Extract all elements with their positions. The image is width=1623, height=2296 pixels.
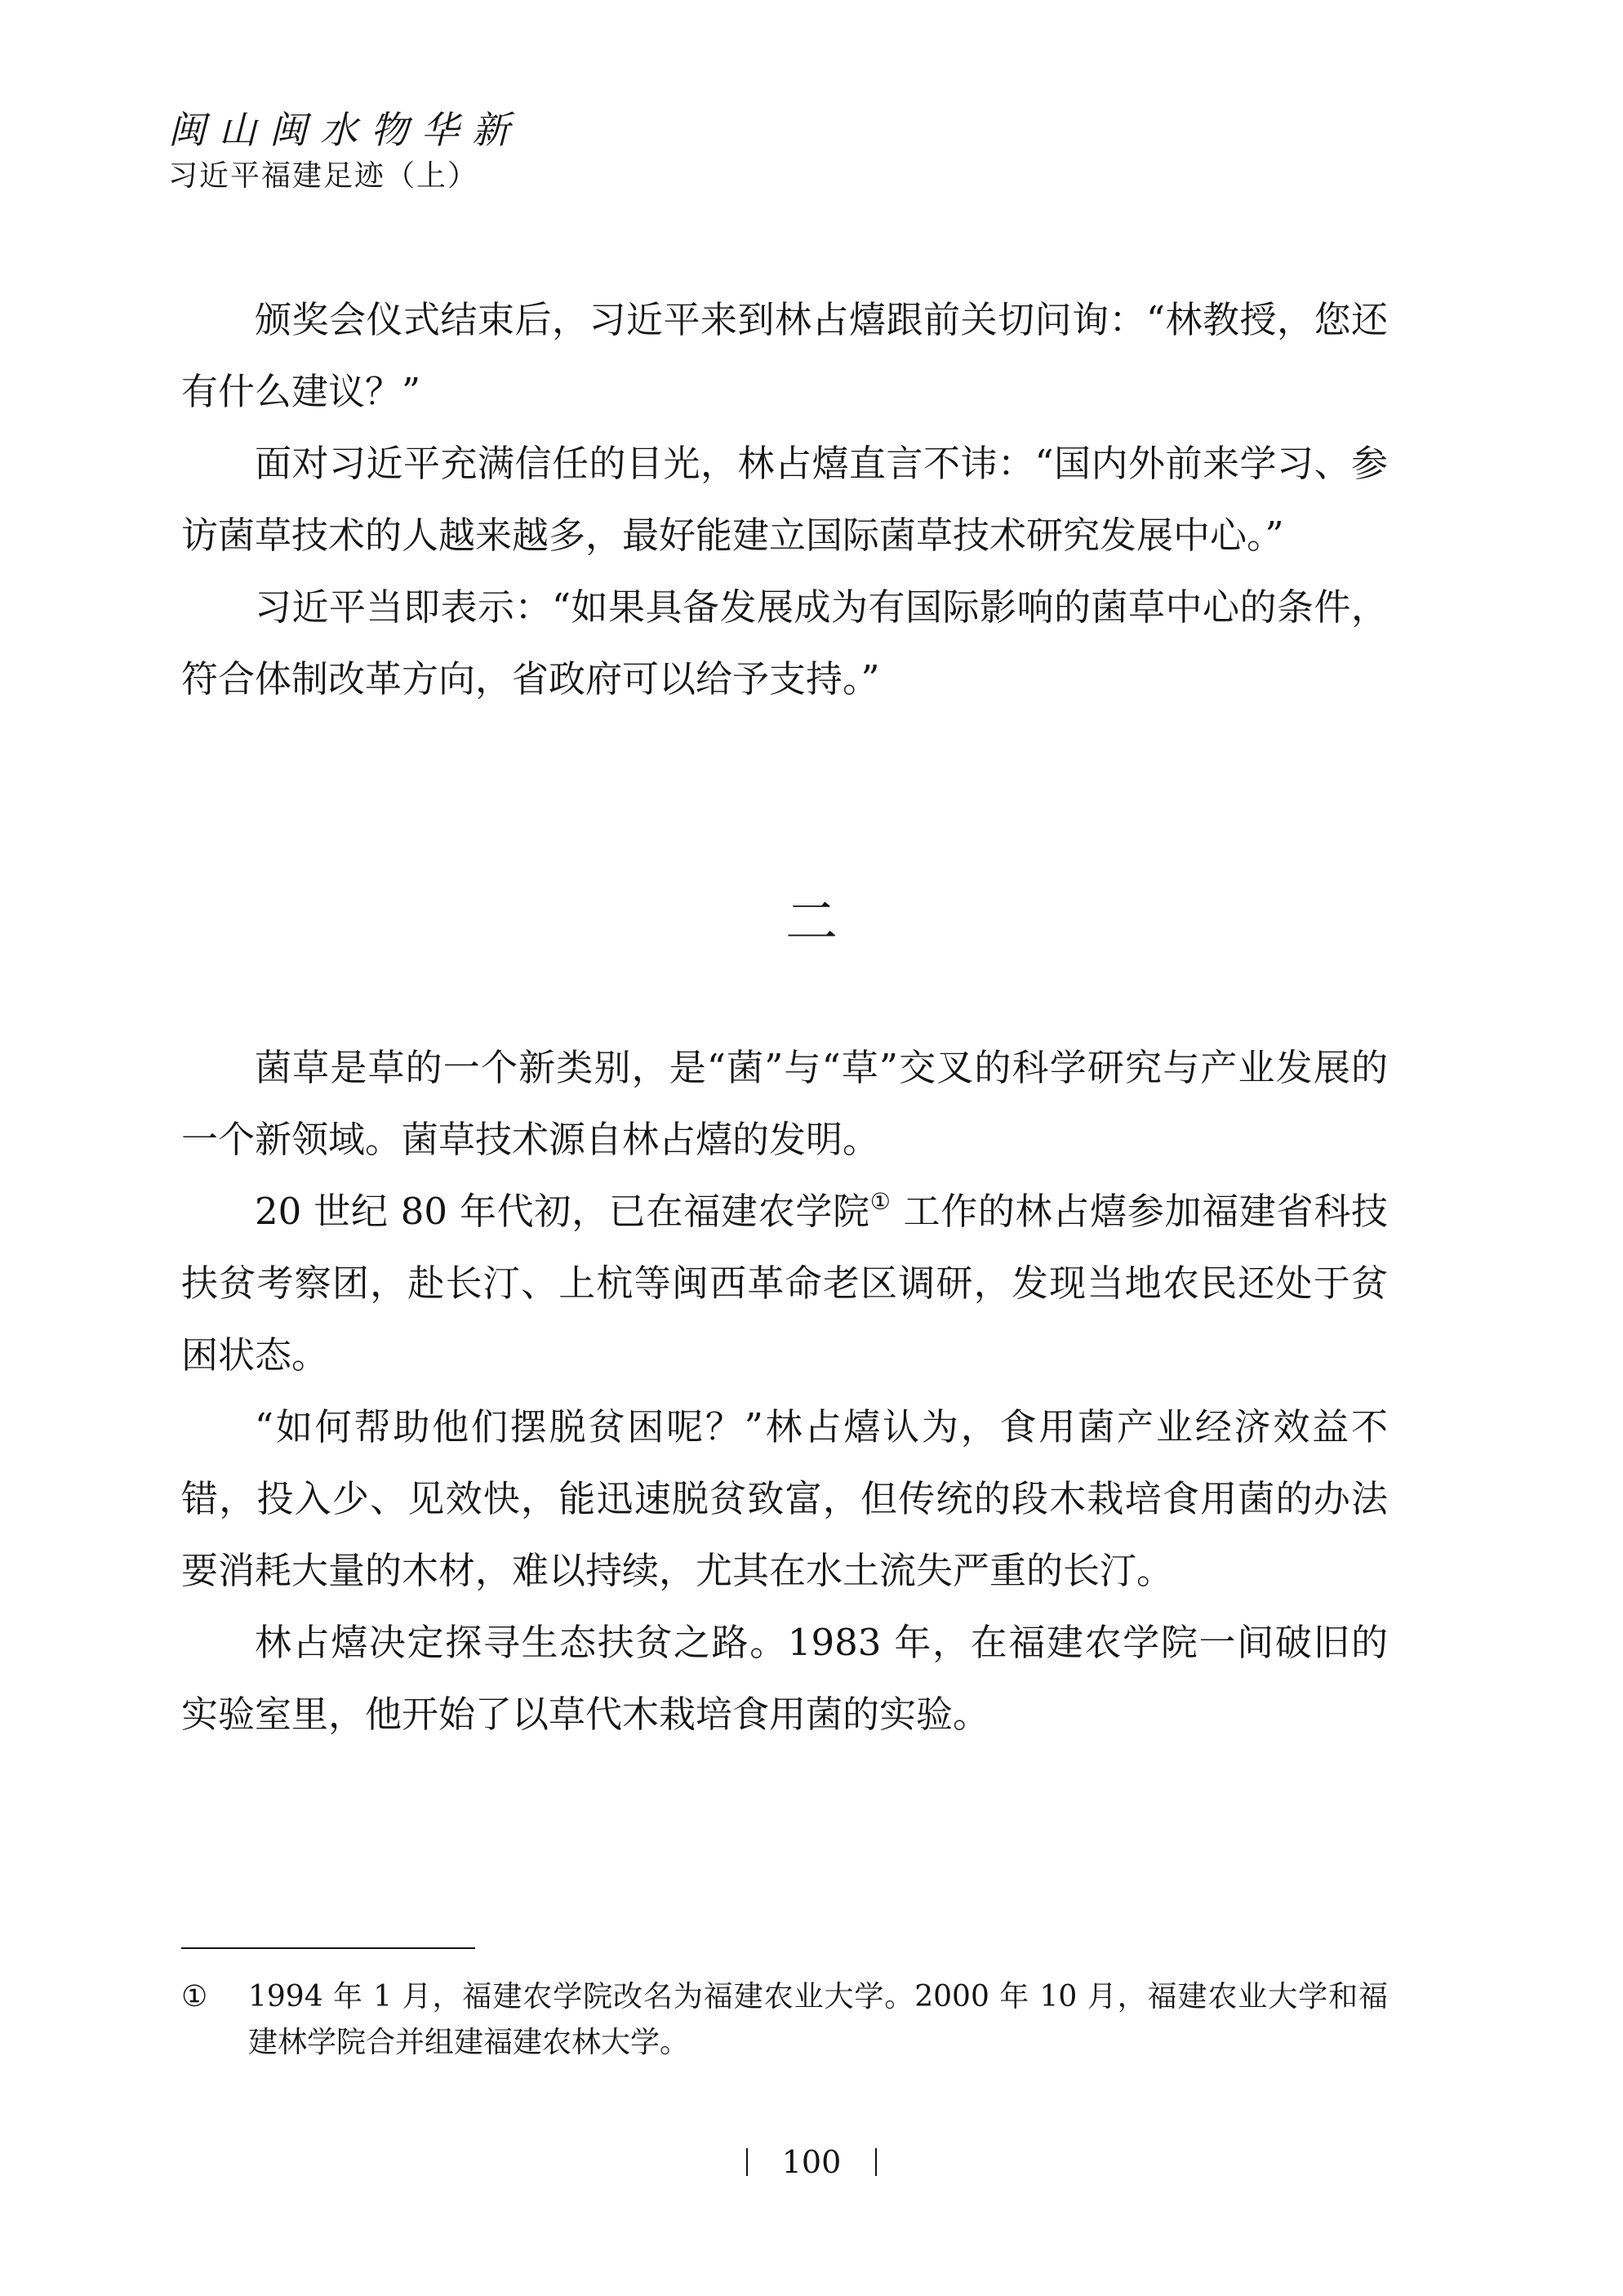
paragraph: 习近平当即表示：“如果具备发展成为有国际影响的菌草中心的条件，符合体制改革方向，省政府可以给予支持。” — [181, 585, 1388, 701]
page-number: 100 — [781, 2144, 842, 2180]
footnote-marker: ① — [181, 1980, 208, 2013]
footnote — [181, 1974, 1388, 2066]
running-head — [168, 105, 522, 198]
book-title: 闽山闽水物华新 — [168, 108, 522, 152]
page-number-left-bar — [746, 2148, 748, 2176]
paragraph: 菌草是草的一个新类别，是“菌”与“草”交叉的科学研究与产业发展的一个新领域。菌草技术源自林占熺的发明。 — [181, 1046, 1388, 1161]
body-text-after-section — [181, 1032, 1388, 1751]
footnote-reference: ① — [869, 1187, 892, 1215]
page-number-right-bar — [875, 2148, 877, 2176]
paragraph: 面对习近平充满信任的目光，林占熺直言不讳：“国内外前来学习、参访菌草技术的人越来越多，最好能建立国际菌草技术研究发展中心。” — [181, 442, 1388, 557]
footnote-divider — [181, 1947, 475, 1949]
paragraph-text: 20 世纪 80 年代初，已在福建农学院 — [255, 1190, 870, 1233]
paragraph: 颁奖会仪式结束后，习近平来到林占熺跟前关切问询：“林教授，您还有什么建议？” — [181, 298, 1388, 413]
paragraph: “如何帮助他们摆脱贫困呢？”林占熺认为，食用菌产业经济效益不错，投入少、见效快，能迅速脱贫致富，但传统的段木栽培食用菌的办法要消耗大量的木材，难以持续，尤其在水土流失严重的长汀。 — [181, 1405, 1388, 1592]
paragraph: 林占熺决定探寻生态扶贫之路。1983 年，在福建农学院一间破旧的实验室里，他开始了以草代木栽培食用菌的实验。 — [181, 1621, 1388, 1736]
section-numeral: 二 — [785, 892, 838, 953]
page-number-area — [0, 2139, 1623, 2185]
body-text-before-section — [181, 284, 1388, 715]
book-subtitle: 习近平福建足迹（上） — [168, 159, 479, 193]
paragraph-with-footnote — [181, 1176, 1388, 1391]
paragraph-text: 工作的林占熺参加福建省科技扶贫考察团，赴长汀、上杭等闽西革命老区调研，发现当地农民还处于贫困状态。 — [181, 1190, 1388, 1377]
footnote-text: 1994 年 1 月，福建农学院改名为福建农业大学。2000 年 10 月，福建农业大学和福建林学院合并组建福建农林大学。 — [248, 1980, 1388, 2059]
